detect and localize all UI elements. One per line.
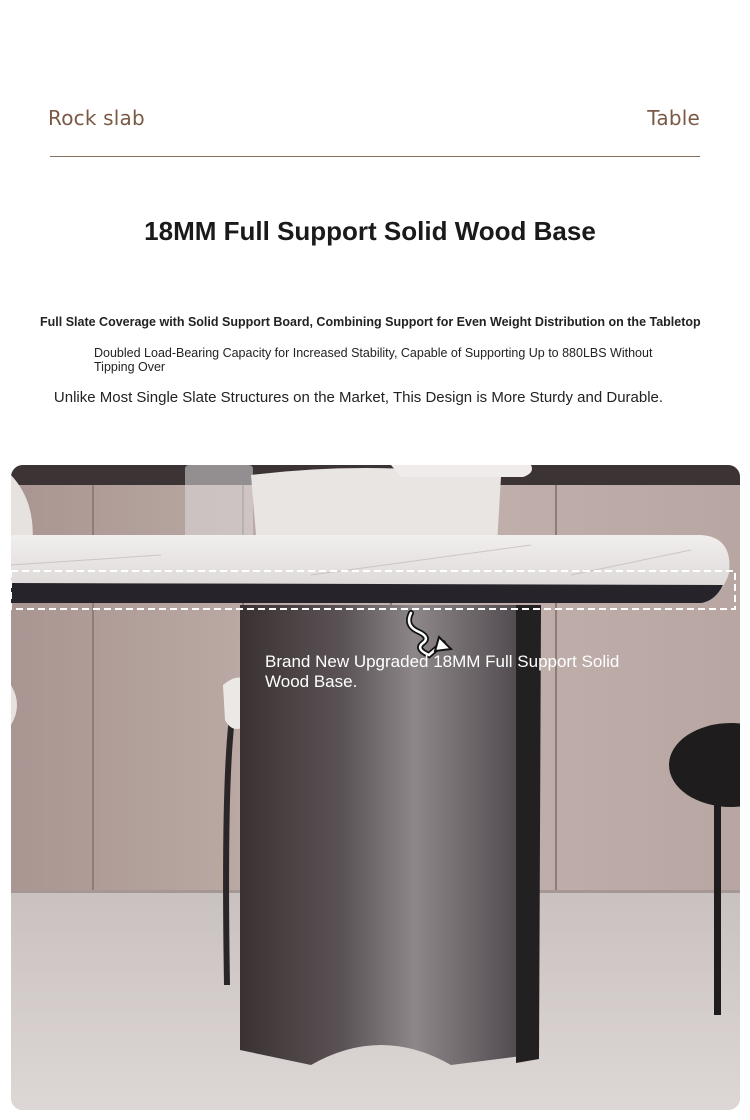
header-left-label: Rock slab bbox=[48, 106, 145, 130]
feature-line-3: Unlike Most Single Slate Structures on the Market, This Design is More Sturdy and Durable. bbox=[53, 389, 664, 406]
header-divider bbox=[50, 156, 700, 157]
feature-line-1: Full Slate Coverage with Solid Support Board, Combining Support for Even Weight Distribution on the Tabletop bbox=[40, 315, 701, 329]
photo-callout: Brand New Upgraded 18MM Full Support Solid Wood Base. bbox=[265, 652, 620, 691]
header-right-label: Table bbox=[647, 106, 700, 130]
product-illustration bbox=[11, 465, 740, 1110]
page-title: 18MM Full Support Solid Wood Base bbox=[144, 216, 596, 246]
feature-line-2: Doubled Load-Bearing Capacity for Increased Stability, Capable of Supporting Up to 880LBS Without Tipping Over bbox=[94, 346, 653, 374]
product-photo bbox=[11, 465, 740, 1110]
